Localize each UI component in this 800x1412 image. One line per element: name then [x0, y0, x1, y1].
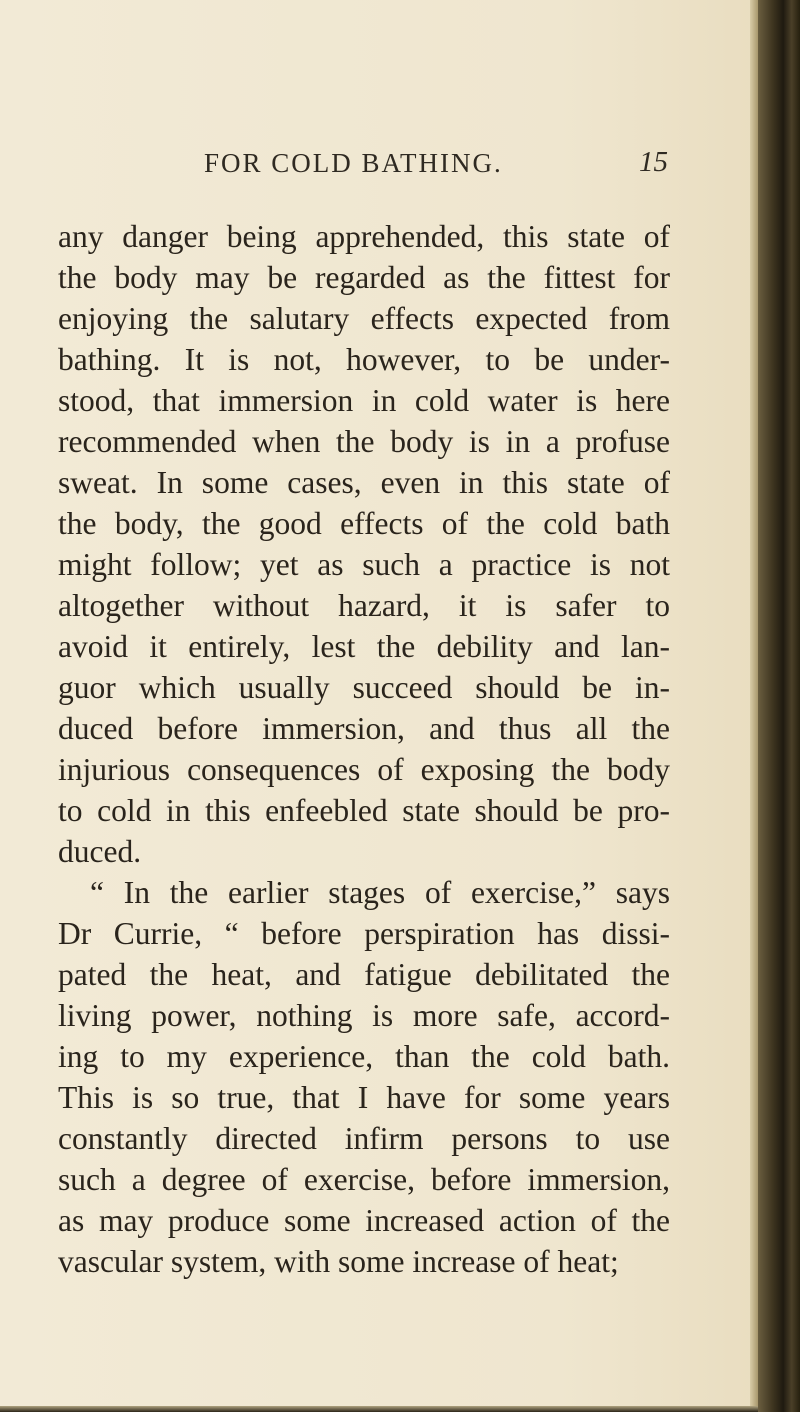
body-text	[58, 216, 670, 1282]
text-line: recommended when the body is in a profuse	[58, 424, 670, 459]
text-line: as may produce some increased action of the	[58, 1203, 670, 1238]
text-line: bathing. It is not, however, to be under-	[58, 342, 670, 377]
text-line: guor which usually succeed should be in-	[58, 670, 670, 705]
text-line: constantly directed infirm persons to use	[58, 1121, 670, 1156]
text-line: to cold in this enfeebled state should be pro-	[58, 793, 670, 828]
text-line: living power, nothing is more safe, accord-	[58, 998, 670, 1033]
text-line: sweat. In some cases, even in this state of	[58, 465, 670, 500]
text-line: ing to my experience, than the cold bath.	[58, 1039, 670, 1074]
text-line: might follow; yet as such a practice is not	[58, 547, 670, 582]
text-line: enjoying the salutary effects expected from	[58, 301, 670, 336]
text-line: stood, that immersion in cold water is here	[58, 383, 670, 418]
text-line: This is so true, that I have for some years	[58, 1080, 670, 1115]
page-bottom-edge	[0, 1406, 758, 1412]
page-header	[60, 148, 700, 188]
text-line: pated the heat, and fatigue debilitated the	[58, 957, 670, 992]
text-line: the body, the good effects of the cold bath	[58, 506, 670, 541]
text-line: avoid it entirely, lest the debility and lan-	[58, 629, 670, 664]
page-gutter	[750, 0, 758, 1412]
page-number: 15	[639, 146, 668, 178]
text-line: Dr Currie, “ before perspiration has dissi-	[58, 916, 670, 951]
text-line: the body may be regarded as the fittest for	[58, 260, 670, 295]
text-line: any danger being apprehended, this state of	[58, 219, 670, 254]
text-line: such a degree of exercise, before immersion,	[58, 1162, 670, 1197]
running-head: FOR COLD BATHING.	[204, 148, 503, 178]
text-line: injurious consequences of exposing the body	[58, 752, 670, 787]
text-line: duced before immersion, and thus all the	[58, 711, 670, 746]
text-line: “ In the earlier stages of exercise,” says	[90, 875, 670, 910]
text-line: vascular system, with some increase of heat;	[58, 1244, 619, 1279]
text-line: altogether without hazard, it is safer to	[58, 588, 670, 623]
text-line: duced.	[58, 834, 142, 869]
book-binding-edge	[758, 0, 800, 1412]
